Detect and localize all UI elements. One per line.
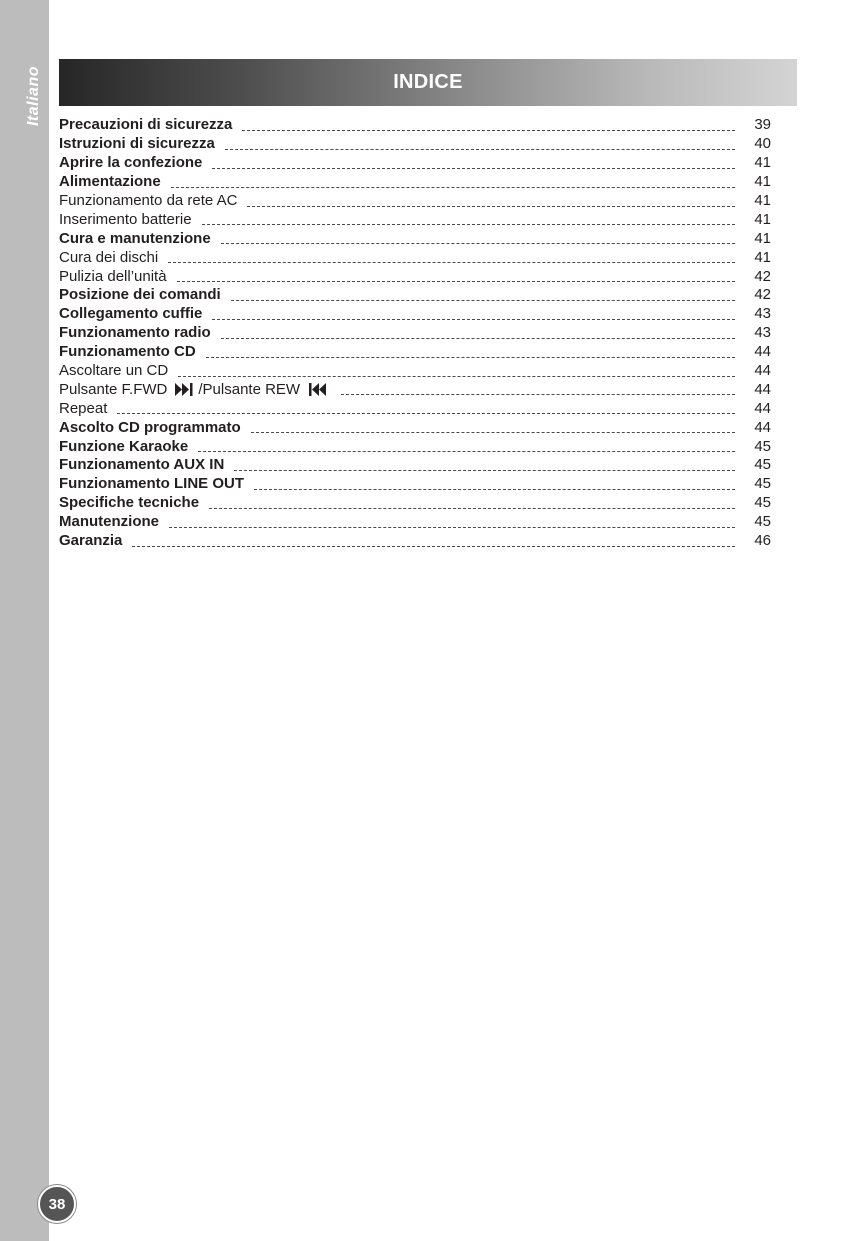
toc-entry-page: 44: [754, 418, 771, 436]
toc-entry-page: 42: [754, 286, 771, 304]
toc-entry[interactable]: [59, 192, 771, 211]
toc-leader-dots: [117, 413, 735, 414]
toc-entry[interactable]: [59, 418, 771, 437]
toc-entry-title: [59, 381, 331, 399]
toc-entry[interactable]: [59, 494, 771, 513]
toc-leader-dots: [231, 300, 735, 301]
toc-entry[interactable]: [59, 248, 771, 267]
toc-entry[interactable]: [59, 343, 771, 362]
toc-entry-page: 45: [754, 437, 771, 455]
toc-entry[interactable]: [59, 173, 771, 192]
toc-entry-title-text: Funzione Karaoke: [59, 437, 189, 455]
language-label: Italiano: [25, 65, 42, 127]
toc-entry-title-text: Istruzioni di sicurezza: [59, 135, 215, 153]
toc-entry-title: [59, 494, 199, 512]
toc-entry-title-text: Garanzia: [59, 532, 123, 550]
toc-entry-title-text: Manutenzione: [59, 513, 159, 531]
fast-forward-skip-icon: [175, 383, 194, 397]
toc-entry-title: [59, 324, 211, 342]
toc-entry[interactable]: [59, 380, 771, 399]
toc-leader-dots: [168, 262, 735, 263]
toc-entry[interactable]: [59, 229, 771, 248]
toc-entry-page: 41: [754, 229, 771, 247]
toc-entry-title-text: Funzionamento radio: [59, 324, 211, 342]
toc-entry-title-text: Cura e manutenzione: [59, 229, 211, 247]
toc-entry[interactable]: [59, 532, 771, 551]
toc-leader-dots: [221, 338, 735, 339]
toc-entry-page: 44: [754, 399, 771, 417]
toc-entry[interactable]: [59, 475, 771, 494]
toc-entry-page: 41: [754, 248, 771, 266]
toc-leader-dots: [212, 168, 735, 169]
toc-entry[interactable]: [59, 362, 771, 381]
toc-entry-page: 45: [754, 513, 771, 531]
page-number-badge: 38: [38, 1185, 76, 1223]
toc-entry-title: [59, 400, 107, 418]
toc-leader-dots: [132, 546, 735, 547]
toc-leader-dots: [202, 224, 735, 225]
toc-entry-title: [59, 343, 196, 361]
toc-entry-title: [59, 268, 167, 286]
toc-entry-title: [59, 135, 215, 153]
toc-entry-title-text: Aprire la confezione: [59, 154, 203, 172]
toc-entry-page: 43: [754, 324, 771, 342]
toc-entry-title-text: Collegamento cuffie: [59, 305, 203, 323]
toc-entry-title: [59, 438, 188, 456]
toc-entry-title-text: Repeat: [59, 399, 108, 417]
toc-entry[interactable]: [59, 210, 771, 229]
toc-entry-title: [59, 116, 232, 134]
table-of-contents: [59, 116, 771, 550]
toc-leader-dots: [251, 432, 735, 433]
toc-entry[interactable]: [59, 305, 771, 324]
toc-leader-dots: [247, 206, 735, 207]
toc-leader-dots: [341, 394, 735, 395]
toc-entry-title-text: Pulsante F.FWD: [59, 380, 168, 398]
toc-entry-title-text: Funzionamento CD: [59, 343, 196, 361]
toc-entry-title-text: Ascolto CD programmato: [59, 418, 241, 436]
toc-entry-title: [59, 362, 168, 380]
toc-entry-title-text: Pulizia dell’unità: [59, 267, 167, 285]
toc-entry-page: 41: [754, 173, 771, 191]
toc-entry-title: [59, 456, 224, 474]
toc-entry-page: 45: [754, 475, 771, 493]
toc-entry-title: [59, 173, 161, 191]
toc-leader-dots: [177, 281, 735, 282]
toc-entry[interactable]: [59, 456, 771, 475]
toc-entry-title: [59, 230, 211, 248]
toc-entry-title: [59, 249, 158, 267]
toc-entry-page: 41: [754, 192, 771, 209]
toc-entry-title: [59, 532, 122, 550]
toc-entry-title-text: Inserimento batterie: [59, 210, 192, 228]
toc-entry-title: [59, 154, 202, 172]
toc-entry-page: 45: [754, 456, 771, 474]
toc-entry-title: [59, 305, 202, 323]
toc-entry-title-text: Cura dei dischi: [59, 248, 159, 266]
toc-entry-title-text: Alimentazione: [59, 173, 161, 191]
toc-entry-page: 44: [754, 380, 771, 398]
toc-entry[interactable]: [59, 437, 771, 456]
toc-entry-title: [59, 286, 221, 304]
toc-entry-title: [59, 419, 241, 437]
toc-entry[interactable]: [59, 135, 771, 154]
toc-entry-page: 39: [754, 116, 771, 134]
index-title: INDICE: [393, 71, 463, 93]
toc-entry-page: 42: [754, 267, 771, 285]
toc-entry-title-text: Funzionamento AUX IN: [59, 456, 225, 474]
toc-entry-page: 46: [754, 532, 771, 550]
toc-entry-page: 45: [754, 494, 771, 512]
toc-leader-dots: [178, 376, 735, 377]
toc-entry-page: 44: [754, 343, 771, 361]
toc-entry-page: 43: [754, 305, 771, 323]
index-header-bar: [59, 59, 797, 106]
toc-entry[interactable]: [59, 399, 771, 418]
toc-entry-title-text: Posizione dei comandi: [59, 286, 221, 304]
toc-entry[interactable]: [59, 154, 771, 173]
toc-leader-dots: [169, 527, 735, 528]
toc-entry[interactable]: [59, 324, 771, 343]
toc-entry-page: 41: [754, 154, 771, 172]
toc-entry[interactable]: [59, 513, 771, 532]
toc-entry-title-text: Specifiche tecniche: [59, 494, 200, 512]
toc-leader-dots: [212, 319, 735, 320]
toc-entry-title: [59, 513, 159, 531]
toc-leader-dots: [221, 243, 735, 244]
toc-leader-dots: [234, 470, 735, 471]
toc-entry-page: 44: [754, 362, 771, 380]
toc-entry[interactable]: [59, 267, 771, 286]
toc-entry-title-text: Funzionamento LINE OUT: [59, 475, 244, 493]
toc-entry-title-text: Funzionamento da rete AC: [59, 192, 238, 209]
toc-entry[interactable]: [59, 286, 771, 305]
toc-leader-dots: [209, 508, 735, 509]
rewind-skip-icon: [308, 383, 327, 397]
toc-leader-dots: [225, 149, 735, 150]
toc-entry-title-text: Ascoltare un CD: [59, 362, 169, 380]
toc-leader-dots: [206, 357, 735, 358]
toc-entry-title: [59, 192, 237, 210]
toc-entry-title-text: Precauzioni di sicurezza: [59, 116, 233, 134]
toc-leader-dots: [198, 451, 735, 452]
toc-leader-dots: [254, 489, 735, 490]
language-side-strip: [0, 0, 49, 1241]
toc-entry[interactable]: [59, 116, 771, 135]
toc-leader-dots: [171, 187, 735, 188]
toc-entry-page: 41: [754, 210, 771, 228]
toc-entry-title-suffix: /Pulsante REW: [198, 380, 301, 398]
toc-leader-dots: [242, 130, 735, 131]
toc-entry-title: [59, 475, 244, 493]
toc-entry-title: [59, 211, 192, 229]
toc-entry-page: 40: [754, 135, 771, 153]
